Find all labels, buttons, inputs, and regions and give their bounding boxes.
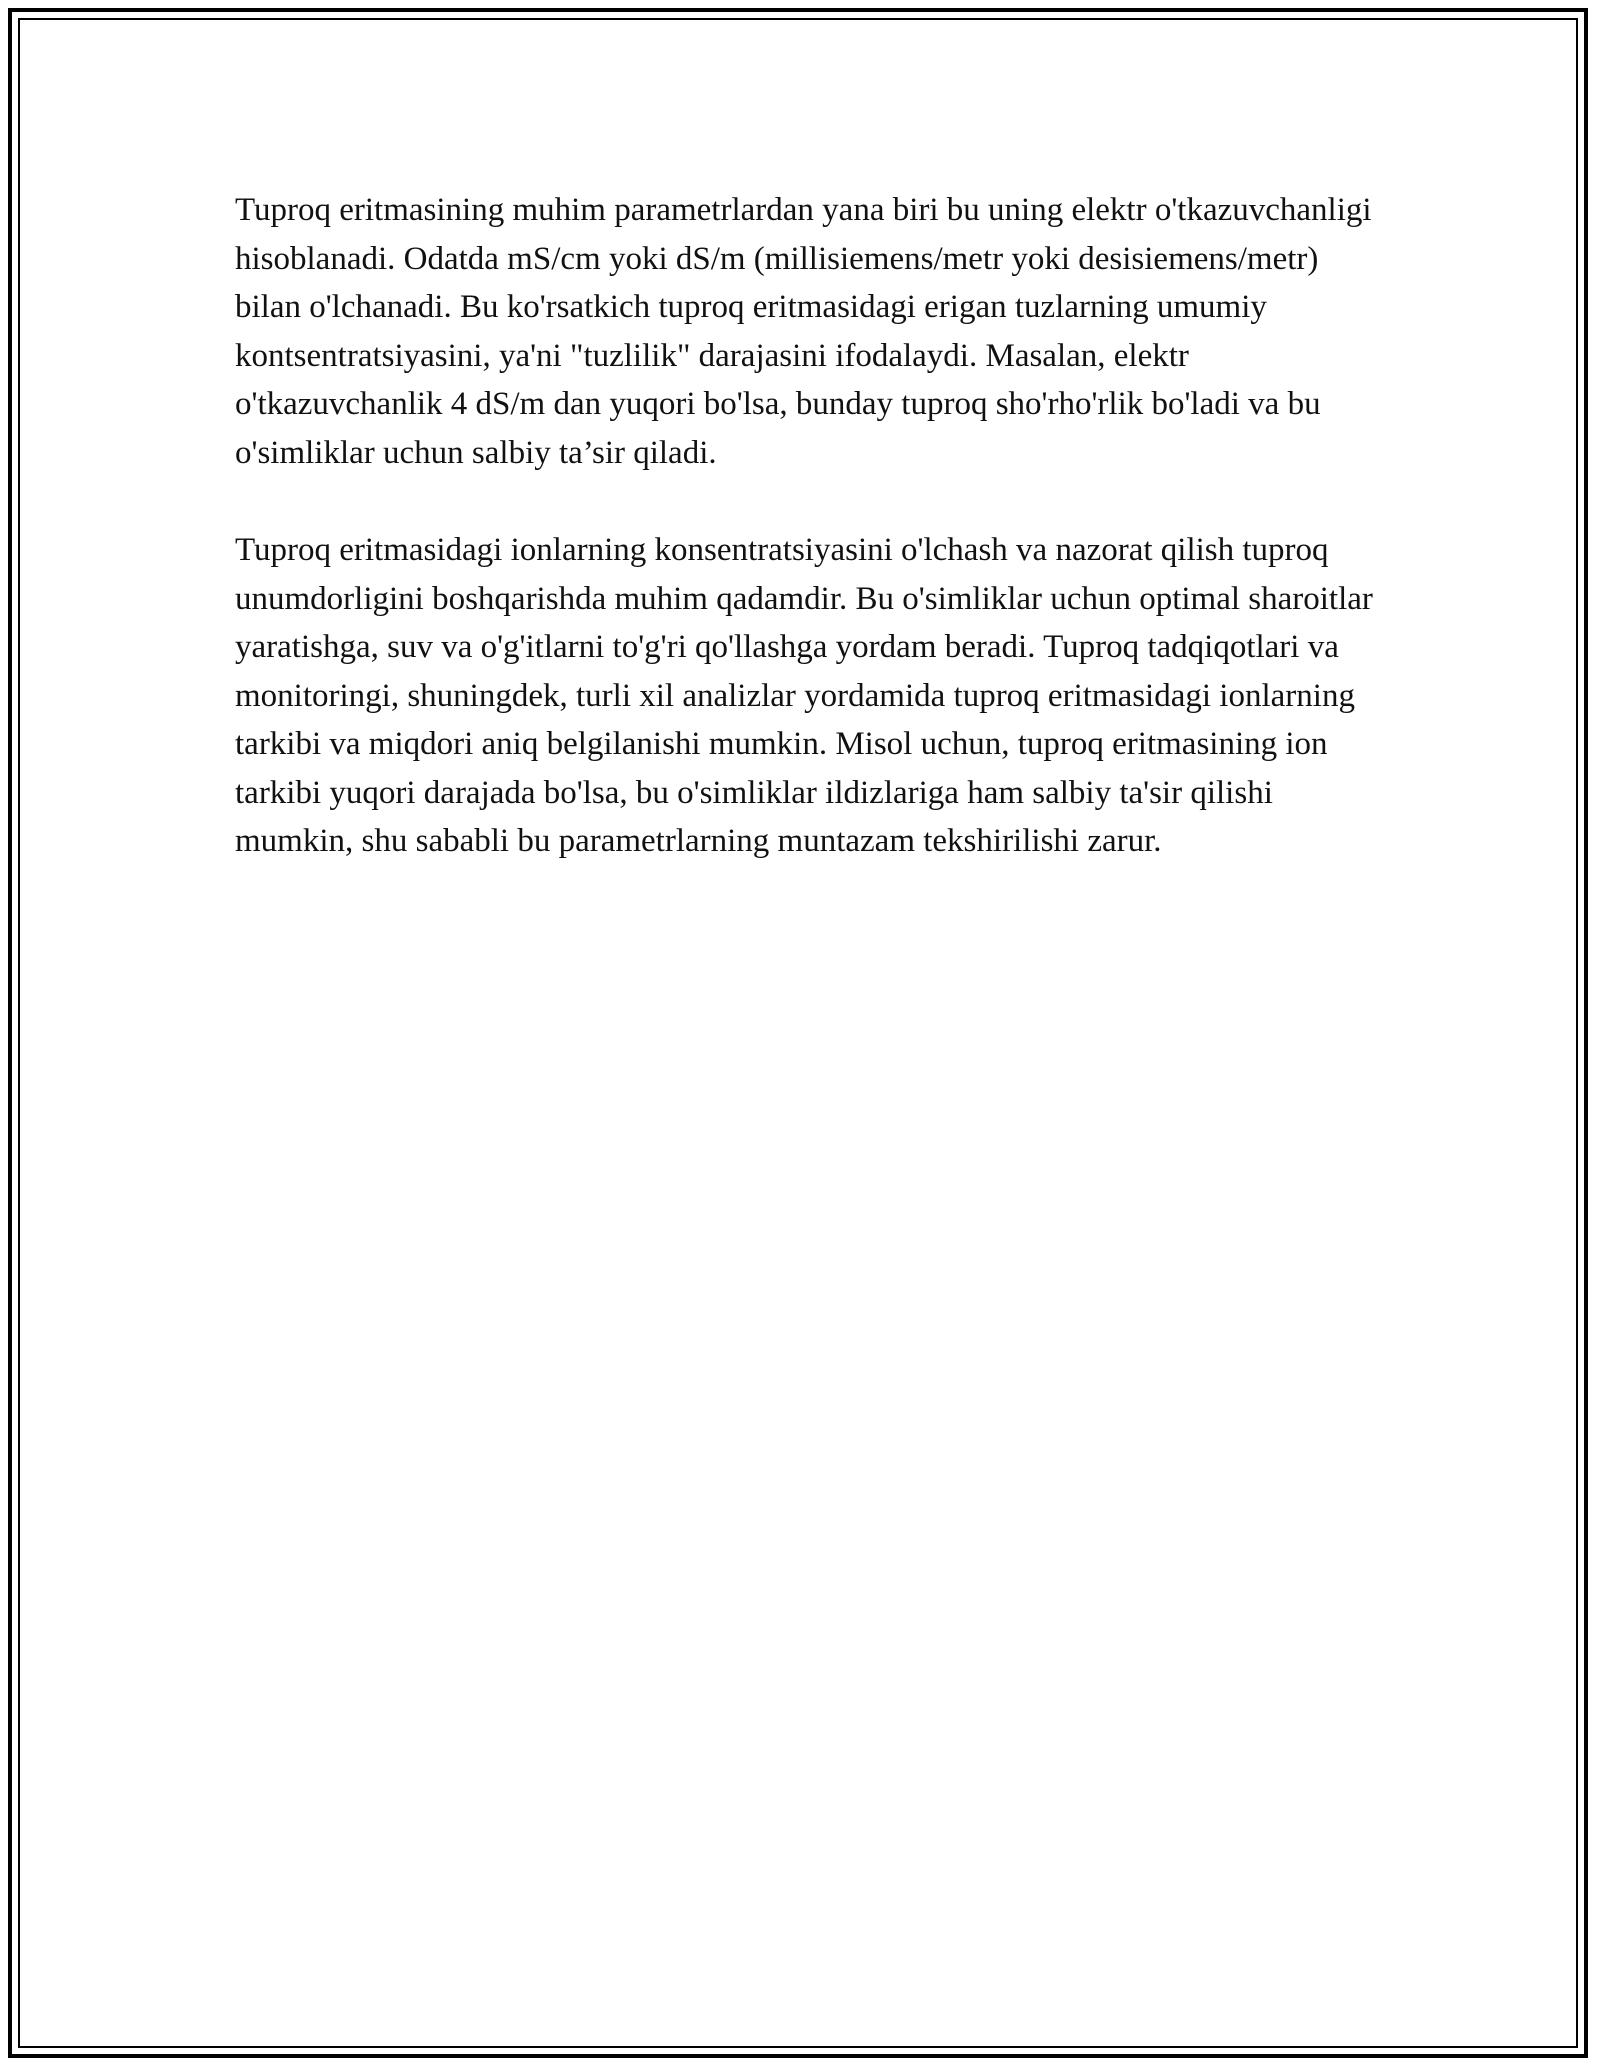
paragraph-2: Tuproq eritmasidagi ionlarning konsentratsiyasini o'lchash va nazorat qilish tuproq unumdorligini boshqarishda muhim qadamdir. Bu o'simliklar uchun optimal sharoitlar yaratishga, suv va o'g'itlarni to'g'ri qo'llashga yordam beradi. Tuproq tadqiqotlari va monitoringi, shuningdek, turli xil analizlar yordamida tuproq eritmasidagi ionlarning tarkibi va miqdori aniq belgilanishi mumkin. Misol uchun, tuproq eritmasining ion tarkibi yuqori darajada bo'lsa, bu o'simliklar ildizlariga ham salbiy ta'sir qilishi mumkin, shu sababli bu parametrlarning muntazam tekshirilishi zarur. [235, 532, 1373, 859]
paragraph-1: Tuproq eritmasining muhim parametrlardan yana biri bu uning elektr o'tkazuvchanligi hisoblanadi. Odatda mS/cm yoki dS/m (millisiemens/metr yoki desisiemens/metr) bilan o'lchanadi. Bu ko'rsatkich tuproq eritmasidagi erigan tuzlarning umumiy kontsentratsiyasini, ya'ni "tuzlilik" darajasini ifodalaydi. Masalan, elektr o'tkazuvchanlik 4 dS/m dan yuqori bo'lsa, bunday tuproq sho'rho'rlik bo'ladi va bu o'simliklar uchun salbiy ta’sir qiladi. [235, 192, 1372, 471]
document-body [235, 186, 1385, 915]
